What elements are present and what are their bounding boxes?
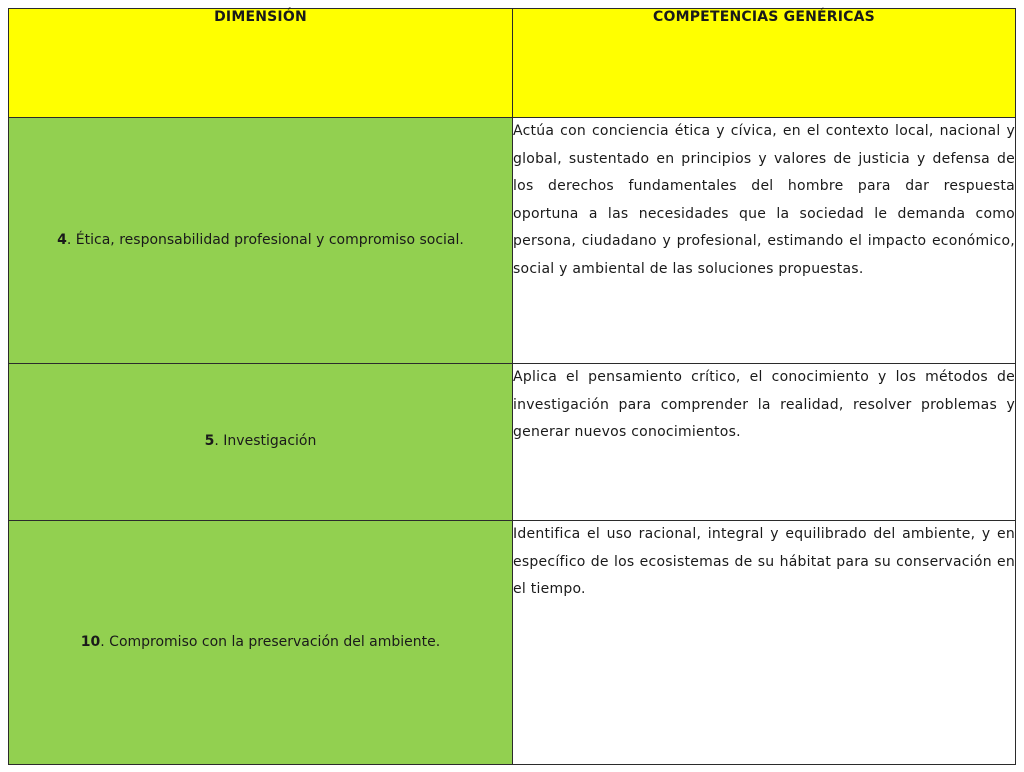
table-header-row xyxy=(9,9,1016,118)
dimension-number: 5 xyxy=(204,433,215,450)
dimension-cell xyxy=(9,118,513,364)
dimension-cell xyxy=(9,364,513,521)
competency-cell: Identifica el uso racional, integral y equilibrado del ambiente, y en específico de los ecosistemas de su hábitat para su conservación en el tiempo. xyxy=(513,521,1016,765)
dimension-label: . Investigación xyxy=(214,433,317,450)
table-row xyxy=(9,364,1016,521)
competencies-table xyxy=(8,8,1016,765)
dimension-number: 10 xyxy=(80,633,101,650)
dimension-cell xyxy=(9,521,513,765)
dimension-number: 4 xyxy=(57,231,67,248)
competency-cell: Aplica el pensamiento crítico, el conocimiento y los métodos de investigación para comprender la realidad, resolver problemas y generar nuevos conocimientos. xyxy=(513,364,1016,521)
table-row xyxy=(9,521,1016,765)
competency-cell: Actúa con conciencia ética y cívica, en el contexto local, nacional y global, sustentado en principios y valores de justicia y defensa de los derechos fundamentales del hombre para dar respuesta oportuna a las necesidades que la sociedad le demanda como persona, ciudadano y profesional, estimando el impacto económico, social y ambiental de las soluciones propuestas. xyxy=(513,118,1016,364)
header-competencies: COMPETENCIAS GENÉRICAS xyxy=(513,9,1016,118)
header-dimension: DIMENSIÓN xyxy=(9,9,513,118)
dimension-label: . Compromiso con la preservación del ambiente. xyxy=(100,633,441,650)
table-row xyxy=(9,118,1016,364)
dimension-label: . Ética, responsabilidad profesional y compromiso social. xyxy=(66,231,464,248)
